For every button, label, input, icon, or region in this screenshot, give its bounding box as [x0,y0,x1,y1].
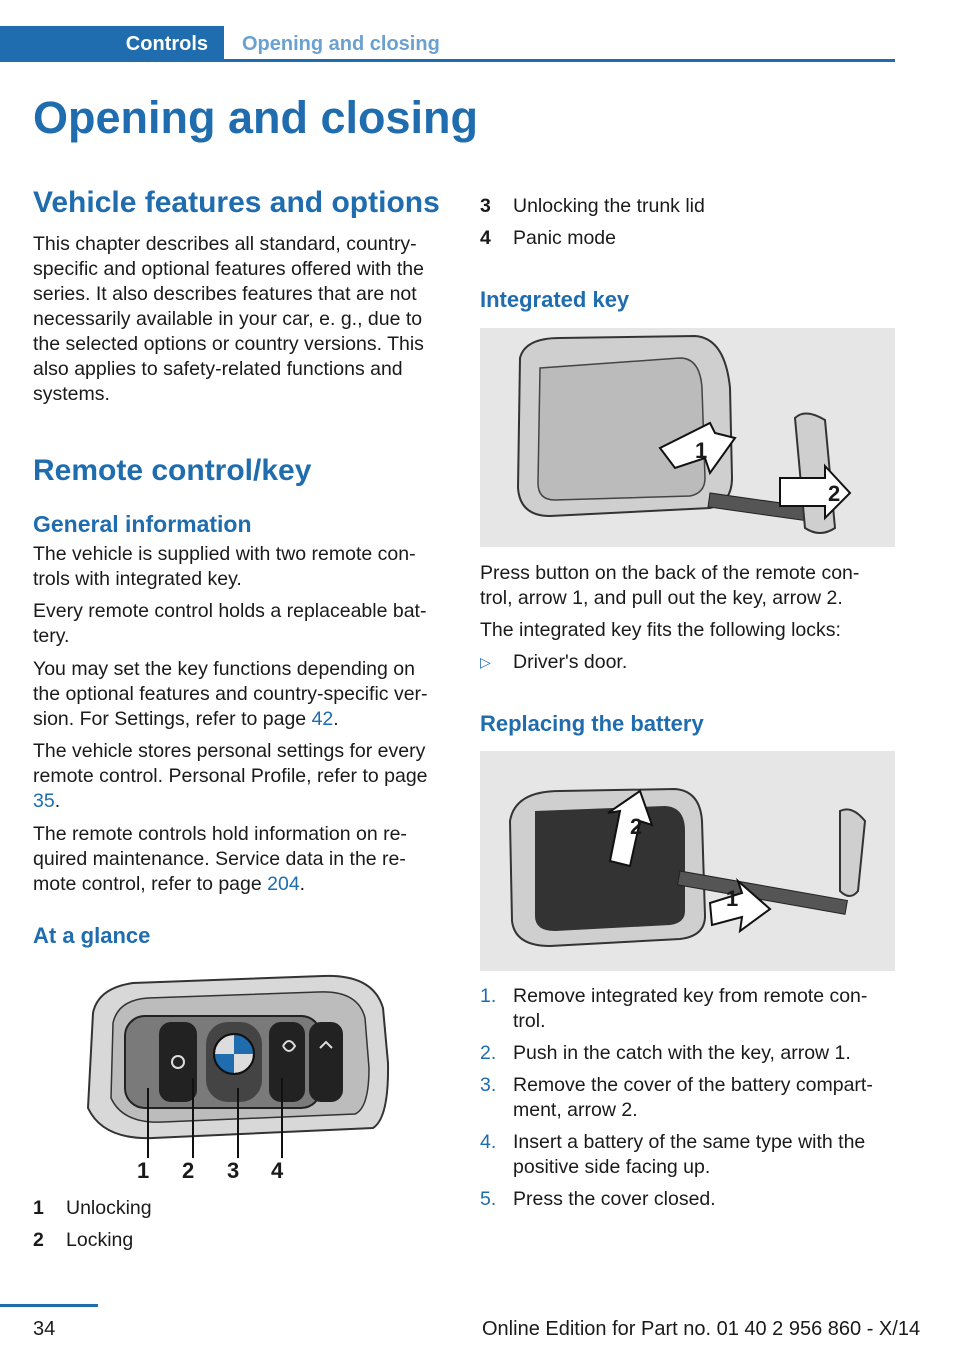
subsection-title-replacing-battery: Replacing the battery [480,711,704,736]
list-item-number: 1 [33,1197,44,1219]
arrow-label-1: 1 [695,438,708,463]
step-number: 4. [480,1131,497,1153]
integrated-key-figure [480,328,895,547]
list-item [480,984,888,1034]
page-number: 34 [33,1318,56,1340]
step-text: Remove integrated key from remote con-trol. [513,985,868,1032]
general-para-4-text: The vehicle stores personal settings for every remote control. Personal Profile, refer to page [33,740,428,787]
callout-label-2: 2 [182,1158,195,1183]
list-item [480,1041,888,1066]
arrow-label-1: 1 [726,886,739,911]
step-text: Push in the catch with the key, arrow 1. [513,1042,851,1064]
general-para-4 [33,739,438,814]
step-number: 1. [480,985,497,1007]
list-item [480,1073,888,1123]
lock-list [480,650,890,682]
at-a-glance-list [33,1196,433,1260]
section-tab[interactable]: Opening and closing [242,33,440,55]
list-item [33,1228,433,1253]
header-rule [224,59,895,62]
at-a-glance-list-continued [480,194,896,258]
general-para-3-end: . [333,708,339,730]
step-text: Remove the cover of the battery compart-ment, arrow 2. [513,1074,873,1121]
general-para-1: The vehicle is supplied with two remote con-trols with integrated key. [33,543,416,590]
integrated-key-illustration [480,328,895,547]
list-item [480,1187,888,1212]
integrated-para-2: The integrated key fits the following locks: [480,619,841,641]
section-title-remote-control: Remote control/key [33,454,312,487]
page-link-204[interactable]: 204 [267,873,300,895]
page-link-35[interactable]: 35 [33,790,55,812]
callout-label-3: 3 [227,1158,240,1183]
subsection-title-at-a-glance: At a glance [33,923,151,948]
triangle-bullet-icon: ▷ [480,654,491,670]
general-para-5-end: . [299,873,306,895]
list-item [480,226,896,251]
step-text: Insert a battery of the same type with the positive side facing up. [513,1131,866,1178]
list-item [480,1130,888,1180]
general-para-5-text: The remote controls hold information on re-quired maintenance. Service data in the re-mote control, refer to page [33,823,407,895]
arrow-label-2: 2 [630,814,643,839]
list-item [480,650,890,675]
battery-replacement-illustration [480,751,895,971]
page-title: Opening and closing [33,92,479,143]
integrated-para-1: Press button on the back of the remote con-trol, arrow 1, and pull out the key, arrow 2. [480,562,860,609]
general-para-2: Every remote control holds a replaceable bat-tery. [33,600,427,647]
callout-label-4: 4 [271,1158,284,1183]
subsection-title-integrated-key: Integrated key [480,287,630,312]
list-item-number: 3 [480,195,491,217]
general-para-3-text: You may set the key functions depending on the optional features and country-specific ver-sion. For Settings, refer to page [33,658,428,730]
list-item-text: Unlocking the trunk lid [513,195,705,217]
edition-text: Online Edition for Part no. 01 40 2 956 860 - X/14 [482,1318,921,1340]
header-bar [0,26,895,62]
list-item-text: Unlocking [66,1197,152,1219]
general-para-3 [33,657,443,732]
page-link-42[interactable]: 42 [311,708,334,730]
step-number: 3. [480,1074,497,1096]
list-item-text: Driver's door. [513,651,628,673]
general-para-4-end: . [54,790,61,812]
list-item-number: 4 [480,227,491,249]
battery-steps-list [480,984,888,1219]
battery-figure [480,751,895,971]
step-number: 5. [480,1188,497,1210]
step-number: 2. [480,1042,497,1064]
subsection-title-general: General information [33,511,252,537]
general-para-5 [33,822,433,897]
section-title-vehicle-features: Vehicle features and options [33,186,440,219]
key-fob-figure [73,968,403,1186]
footer-rule [0,1304,98,1307]
chapter-tab[interactable]: Controls [0,26,224,62]
arrow-label-2: 2 [828,481,841,506]
callout-label-1: 1 [137,1158,150,1183]
list-item-number: 2 [33,1229,44,1251]
section-text-vehicle-features: This chapter describes all standard, country-specific and optional features offered with the series. It also describes features that are not necessarily available in your car, e. g., due to the selected options or country versions. This also applies to safety-related functions and systems. [33,233,424,405]
list-item-text: Panic mode [513,227,616,249]
key-fob-illustration [73,968,403,1186]
list-item [480,194,896,219]
list-item-text: Locking [66,1229,134,1251]
step-text: Press the cover closed. [513,1188,716,1210]
list-item [33,1196,433,1221]
